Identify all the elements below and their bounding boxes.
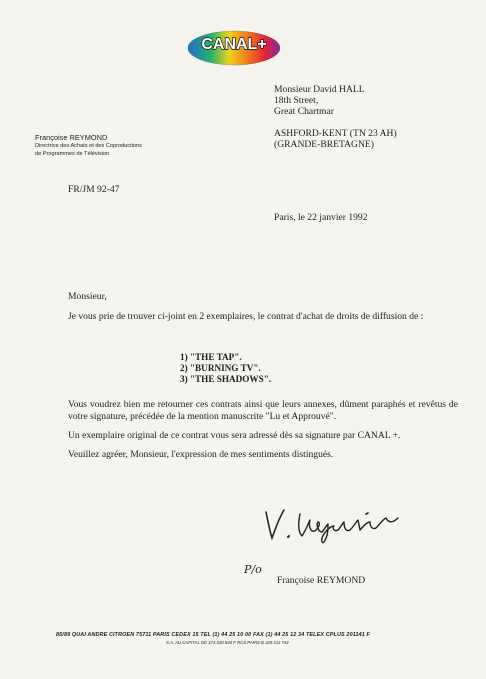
handwritten-signature xyxy=(258,500,408,544)
recipient-country: (GRANDE-BRETAGNE) xyxy=(274,139,374,150)
date-line: Paris, le 22 janvier 1992 xyxy=(274,212,368,223)
recipient-city: ASHFORD-KENT (TN 23 AH) xyxy=(274,128,397,139)
canal-plus-logo xyxy=(182,24,286,70)
sender-block xyxy=(35,133,142,158)
recipient-line: Great Chartmar xyxy=(274,106,334,117)
per-order-handwritten: P/o xyxy=(244,563,262,576)
program-title-list xyxy=(180,352,271,385)
program-title: 2) "BURNING TV". xyxy=(180,363,261,373)
program-title: 3) "THE SHADOWS". xyxy=(180,374,272,384)
salutation: Monsieur, xyxy=(68,291,107,302)
footer-address: 85/89 QUAI ANDRE CITROEN 75711 PARIS CEDEX 15 TEL (1) 44 25 10 00 FAX (1) 44 25 12 34 TELEX CPLUS 201141 F xyxy=(56,632,371,638)
recipient-line: Monsieur David HALL xyxy=(274,84,365,95)
paragraph: Veuillez agréer, Monsieur, l'expression de mes sentiments distingués. xyxy=(68,449,334,460)
sender-name: Françoise REYMOND xyxy=(35,133,108,142)
reference-code: FR/JM 92-47 xyxy=(68,184,120,195)
paragraph: Je vous prie de trouver ci-joint en 2 exemplaires, le contrat d'achat de droits de diffusion de : xyxy=(68,311,424,322)
recipient-address xyxy=(274,84,397,150)
paragraph: Vous voudrez bien me retourner ces contrats ainsi que leurs annexes, dûment paraphés et revêtus de votre signature, précédée de la mention manuscrite "Lu et Approuvé". xyxy=(68,399,458,422)
signatory-name: Françoise REYMOND xyxy=(277,575,366,586)
sender-role: Directrice des Achats et des Coproductions xyxy=(35,143,142,149)
program-title: 1) "THE TAP". xyxy=(180,352,242,362)
recipient-line: 18th Street, xyxy=(274,95,319,106)
footer-registration: S.A. AU CAPITAL DE 373 330 840 F RCS PARIS B 329 211 734 xyxy=(166,640,289,645)
sender-role: de Programmes de Télévision xyxy=(35,150,110,157)
paragraph: Un exemplaire original de ce contrat vous sera adressé dès sa signature par CANAL +. xyxy=(68,430,401,441)
logo-text: CANAL+ xyxy=(201,36,267,53)
